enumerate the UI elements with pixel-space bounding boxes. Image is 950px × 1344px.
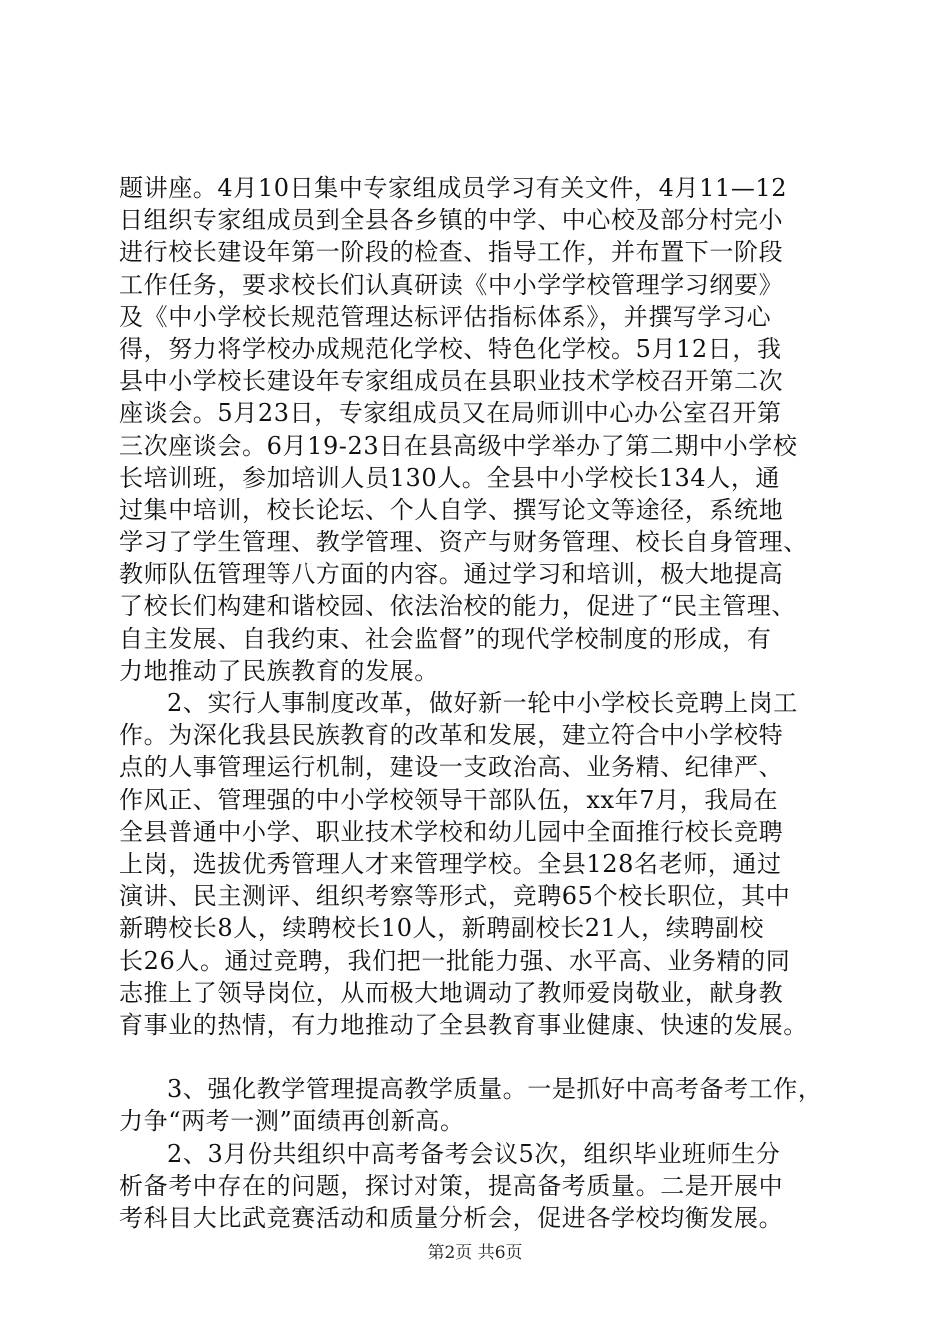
text-line: 考科目大比武竞赛活动和质量分析会，促进各学校均衡发展。 <box>119 1204 784 1232</box>
text-line: 演讲、民主测评、组织考察等形式，竞聘65个校长职位，其中 <box>119 882 791 911</box>
text-line: 自主发展、自我约束、社会监督”的现代学校制度的形成，有 <box>119 624 772 653</box>
text-line: 工作任务，要求校长们认真研读《中小学学校管理学习纲要》 <box>119 270 784 299</box>
text-line: 三次座谈会。6月19-23日在县高级中学举办了第二期中小学校 <box>119 431 798 460</box>
text-line: 得，努力将学校办成规范化学校、特色化学校。5月12日，我 <box>119 334 782 363</box>
text-line: 育事业的热情，有力地推动了全县教育事业健康、快速的发展。 <box>119 1010 808 1039</box>
page-number-footer: 第2页 共6页 <box>427 1243 523 1263</box>
text-line: 新聘校长8人，续聘校长10人，新聘副校长21人，续聘副校 <box>119 914 765 943</box>
text-line: 长26人。通过竞聘，我们把一批能力强、水平高、业务精的同 <box>119 946 791 975</box>
text-line: 点的人事管理运行机制，建设一支政治高、业务精、纪律严、 <box>119 753 784 782</box>
text-line: 进行校长建设年第一阶段的检查、指导工作，并布置下一阶段 <box>119 238 784 267</box>
text-line: 力争“两考一测”面绩再创新高。 <box>119 1107 465 1136</box>
text-line: 日组织专家组成员到全县各乡镇的中学、中心校及部分村完小 <box>119 206 784 235</box>
text-line: 过集中培训，校长论坛、个人自学、撰写论文等途径，系统地 <box>119 495 784 524</box>
text-line: 县中小学校长建设年专家组成员在县职业技术学校召开第二次 <box>119 367 784 396</box>
text-line: 教师队伍管理等八方面的内容。通过学习和培训，极大地提高 <box>119 560 784 589</box>
text-line: 了校长们构建和谐校园、依法治校的能力，促进了“民主管理、 <box>119 592 797 621</box>
paragraph-first-line: 2、实行人事制度改革，做好新一轮中小学校长竞聘上岗工 <box>167 689 798 717</box>
text-line: 作风正、管理强的中小学校领导干部队伍，xx年7月，我局在 <box>119 785 779 814</box>
text-line: 析备考中存在的问题，探讨对策，提高备考质量。二是开展中 <box>119 1171 784 1200</box>
text-line: 及《中小学校长规范管理达标评估指标体系》，并撰写学习心 <box>119 302 772 331</box>
text-line: 作。为深化我县民族教育的改革和发展，建立符合中小学校特 <box>119 721 784 750</box>
paragraph-first-line: 3、强化教学管理提高教学质量。一是抓好中高考备考工作， <box>167 1075 823 1104</box>
text-line: 力地推动了民族教育的发展。 <box>119 656 439 685</box>
text-line: 长培训班，参加培训人员130人。全县中小学校长134人，通 <box>119 463 781 492</box>
text-line: 题讲座。4月10日集中专家组成员学习有关文件，4月11—12 <box>119 174 788 202</box>
text-line: 志推上了领导岗位，从而极大地调动了教师爱岗敬业，献身教 <box>119 978 784 1007</box>
text-line: 学习了学生管理、教学管理、资产与财务管理、校长自身管理、 <box>119 528 808 557</box>
document-body <box>119 172 845 1234</box>
paragraph-gap <box>119 1041 845 1073</box>
text-line: 全县普通中小学、职业技术学校和幼儿园中全面推行校长竞聘 <box>119 817 784 846</box>
paragraph-first-line: 2、3月份共组织中高考备考会议5次，组织毕业班师生分 <box>167 1139 781 1168</box>
text-line: 座谈会。5月23日，专家组成员又在局师训中心办公室召开第 <box>119 399 782 428</box>
text-line: 上岗，选拔优秀管理人才来管理学校。全县128名老师，通过 <box>119 849 782 878</box>
